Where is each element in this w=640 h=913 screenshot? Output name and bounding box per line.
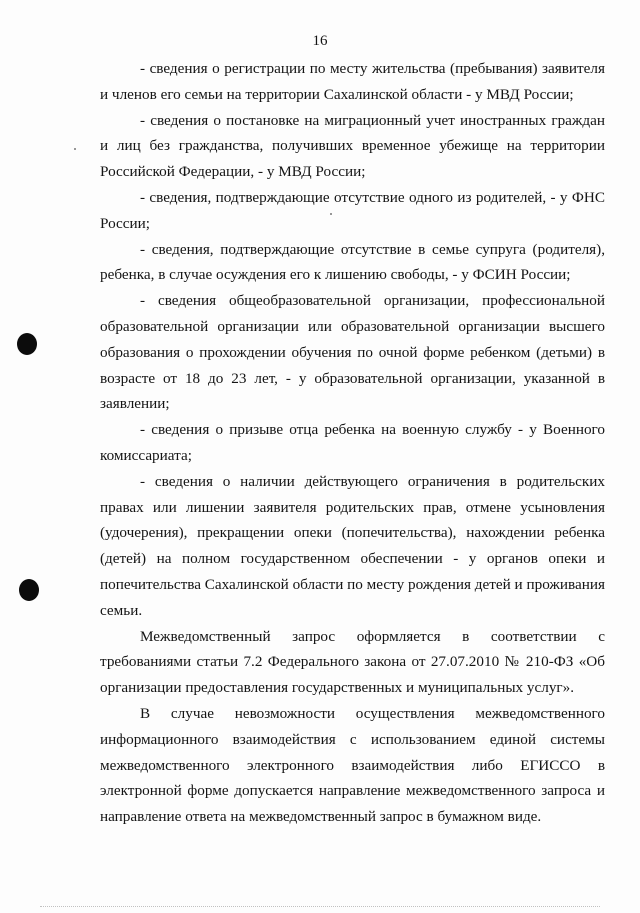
scan-speck (74, 148, 76, 150)
paragraph-migration-registration: - сведения о постановке на миграционный учет иностранных граждан и лиц без гражданства, получивших временное убежище на территории Российской Федерации, - у МВД России; (100, 111, 605, 181)
paragraph-paper-request: В случае невозможности осуществления межведомственного информационного взаимодействия с использованием единой системы межведомственного электронного взаимодействия либо ЕГИССО в электронной форме допускается направление межведомственного запроса и направление ответа на межведомственный запрос в бумажном виде. (100, 704, 605, 826)
paragraph-interagency-request: Межведомственный запрос оформляется в соответствии с требованиями статьи 7.2 Федерального закона от 27.07.2010 № 210-ФЗ «Об организации предоставления государственных и муниципальных услуг». (100, 627, 605, 697)
scan-speck (330, 213, 332, 215)
paragraph-education-info: - сведения общеобразовательной организации, профессиональной образовательной организации или образовательной организации высшего образования о прохождении обучения по очной форме ребенком (детьми) в возрасте от 18 до 23 лет, - у образовательной организации, указанной в заявлении; (100, 292, 605, 413)
paragraph-fsin-spouse-absence: - сведения, подтверждающие отсутствие в семье супруга (родителя), ребенка, в случае осуждения его к лишению свободы, - у ФСИН России; (100, 240, 605, 284)
document-body (100, 56, 605, 830)
paragraph-mvd-registration: - сведения о регистрации по месту жительства (пребывания) заявителя и членов его семьи на территории Сахалинской области - у МВД России; (100, 60, 605, 103)
punch-hole-mark (19, 579, 39, 601)
paragraph-parental-rights: - сведения о наличии действующего ограничения в родительских правах или лишении заявителя родительских прав, отмене усыновления (удочерения), прекращении опеки (попечительства), нахождении ребенка (детей) на полном государственном обеспечении - у органов опеки и попечительства Сахалинской области по месту рождения детей и проживания семьи. (100, 472, 605, 619)
page-number: 16 (312, 33, 328, 49)
paragraph-fns-parent-absence: - сведения, подтверждающие отсутствие одного из родителей, - у ФНС России; (100, 188, 605, 232)
paragraph-military-service: - сведения о призыве отца ребенка на военную службу - у Военного комиссариата; (100, 421, 605, 464)
punch-hole-mark (17, 333, 37, 355)
scan-edge-line (40, 906, 600, 907)
